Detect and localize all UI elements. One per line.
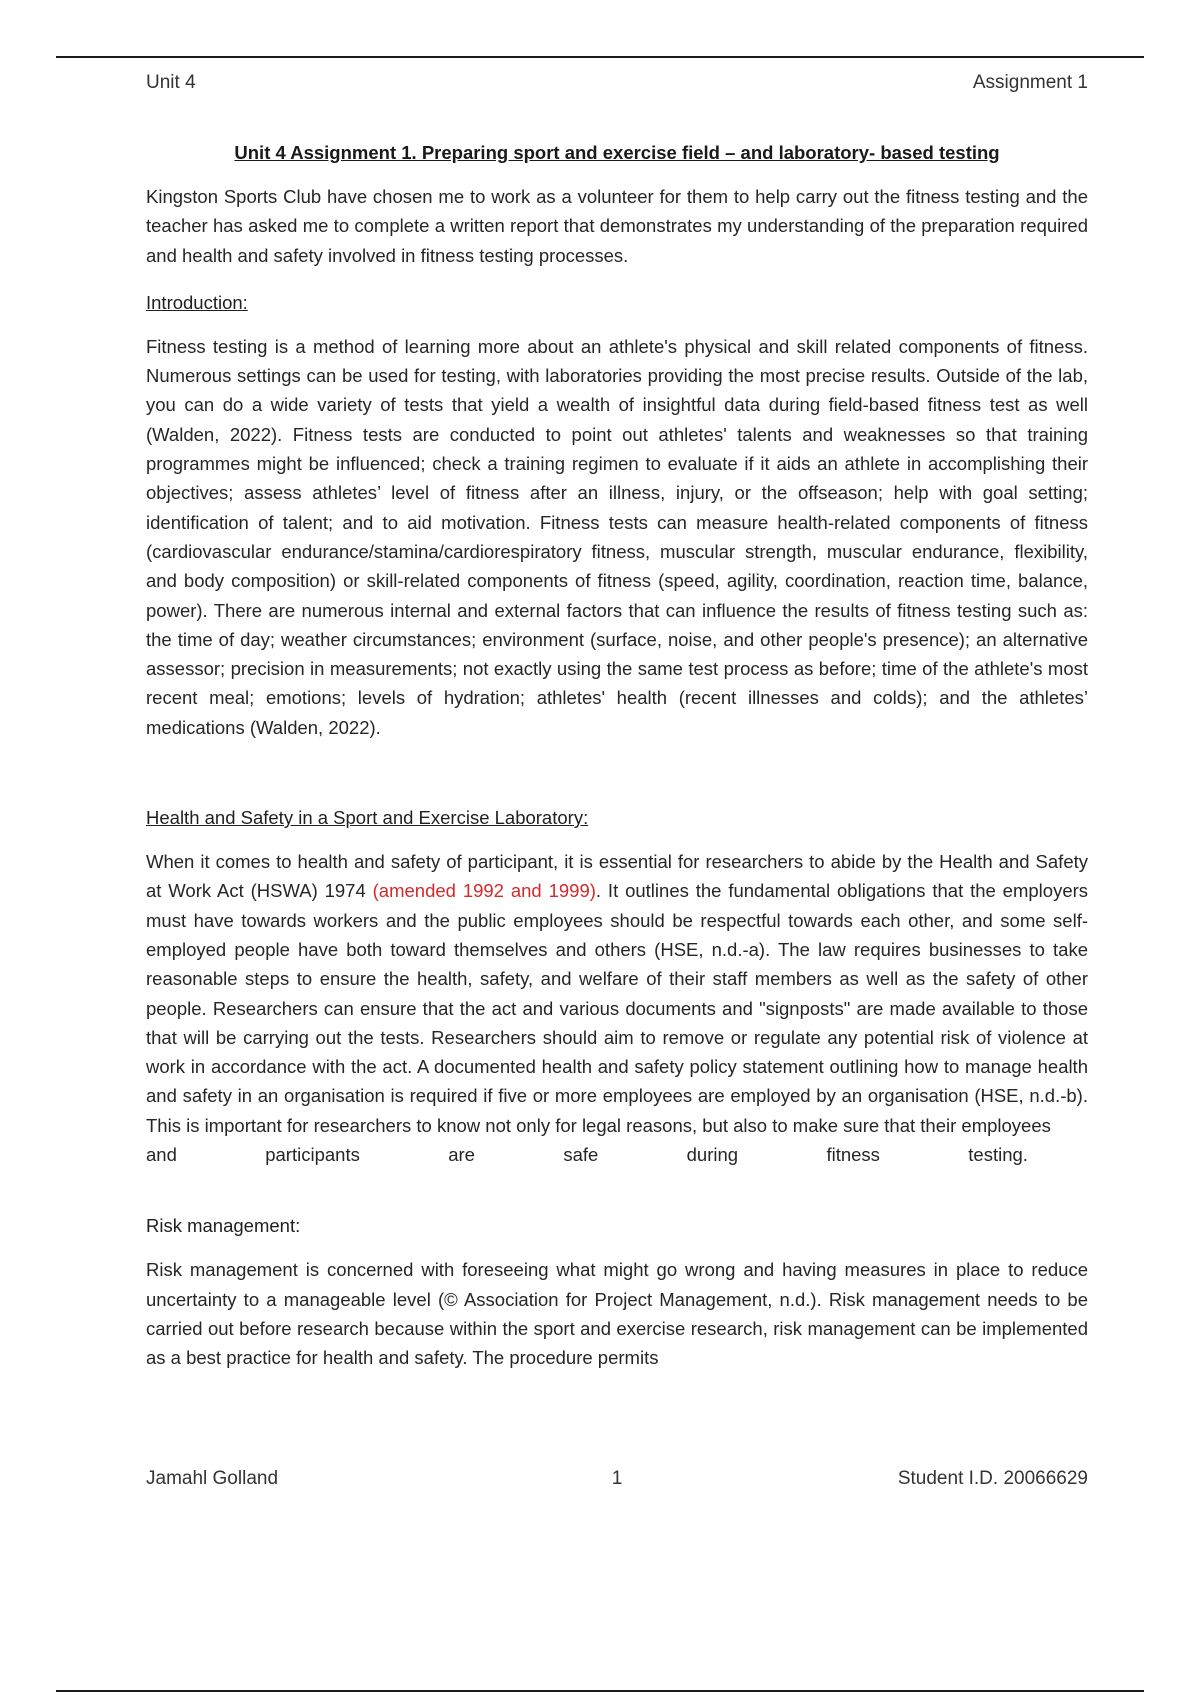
health-safety-heading-text: Health and Safety in a Sport and Exercise Laboratory: xyxy=(146,807,589,829)
last-line-word: and xyxy=(146,1144,177,1166)
header-rule xyxy=(56,56,1144,58)
last-line-word: are xyxy=(448,1144,475,1166)
footer-author: Jamahl Golland xyxy=(146,1468,279,1489)
last-line-word: safe xyxy=(563,1144,599,1166)
document-page xyxy=(146,70,1088,1373)
introduction-heading: Introduction: xyxy=(146,291,248,313)
document-title: Unit 4 Assignment 1. Preparing sport and exercise field – and laboratory- based testing xyxy=(234,142,1000,163)
health-safety-body-part2: . It outlines the fundamental obligations that the employers must have towards workers and the public employees should be respectful towards each other, and some self-employed people have both toward themselves and others (HSE, n.d.-a). The law requires businesses to take reasonable steps to ensure the health, safety, and welfare of their staff members as well as the safety of other people. Researchers can ensure that the act and various documents and "signposts" are made available to those that will be carrying out the tests. Researchers should aim to remove or regulate any potential risk of violence at work in accordance with the act. A documented health and safety policy statement outlining how to manage health and safety in an organisation is required if five or more employees are employed by an organisation (HSE, n.d.-b). This is important for researchers to know not only for legal reasons, but also to make sure that their employees xyxy=(146,880,1089,1136)
intro-paragraph: Kingston Sports Club have chosen me to work as a volunteer for them to help carry out the fitness testing and the teacher has asked me to complete a written report that demonstrates my understanding of the preparation required and health and safety involved in fitness testing processes. xyxy=(146,186,1088,266)
health-safety-last-line xyxy=(146,1140,1088,1169)
page-header xyxy=(146,70,1088,96)
health-safety-body xyxy=(146,847,1088,1140)
page-number: 1 xyxy=(611,1468,623,1489)
section-spacer xyxy=(146,742,1088,805)
page-footer xyxy=(146,1466,1088,1492)
amendment-highlight: (amended 1992 and 1999) xyxy=(372,880,596,902)
health-safety-body-part1: When it comes to health and safety of participant, it is essential for researchers to abide by the Health and Safety at Work Act (HSWA) 1974 xyxy=(146,851,1088,902)
introduction-body: Fitness testing is a method of learning more about an athlete's physical and skill related components of fitness. Numerous settings can be used for testing, with laboratories providing the most precise results. Outside of the lab, you can do a wide variety of tests that yield a wealth of insightful data during field-based fitness test as well (Walden, 2022). Fitness tests are conducted to point out athletes' talents and weaknesses so that training programmes might be influenced; check a training regimen to evaluate if it aids an athlete in accomplishing their objectives; assess athletes’ level of fitness after an illness, injury, or the offseason; help with goal setting; identification of talent; and to aid motivation. Fitness tests can measure health-related components of fitness (cardiovascular endurance/stamina/cardiorespiratory fitness, muscular strength, muscular endurance, flexibility, and body composition) or skill-related components of fitness (speed, agility, coordination, reaction time, balance, power). There are numerous internal and external factors that can influence the results of fitness testing such as: the time of day; weather circumstances; environment (surface, noise, and other people's presence); an alternative assessor; precision in measurements; not exactly using the same test process as before; time of the athlete's most recent meal; emotions; levels of hydration; athletes' health (recent illnesses and colds); and the athletes’ medications (Walden, 2022). xyxy=(146,335,1088,738)
last-line-word: testing. xyxy=(968,1144,1028,1166)
last-line-word: fitness xyxy=(826,1144,880,1166)
section-spacer xyxy=(146,1169,1088,1213)
risk-management-body: Risk management is concerned with foreseeing what might go wrong and having measures in place to reduce uncertainty to a manageable level (© Association for Project Management, n.d.). Risk management needs to be carried out before research because within the sport and exercise research, risk management can be implemented as a best practice for health and safety. The procedure permits xyxy=(146,1259,1088,1369)
last-line-word: participants xyxy=(265,1144,360,1166)
header-left: Unit 4 xyxy=(146,72,196,93)
footer-rule xyxy=(56,1690,1144,1692)
health-safety-heading xyxy=(146,805,1088,831)
last-line-word: during xyxy=(686,1144,739,1166)
footer-student-id: Student I.D. 20066629 xyxy=(897,1468,1088,1489)
header-right: Assignment 1 xyxy=(972,72,1088,93)
risk-management-heading: Risk management: xyxy=(146,1215,301,1237)
